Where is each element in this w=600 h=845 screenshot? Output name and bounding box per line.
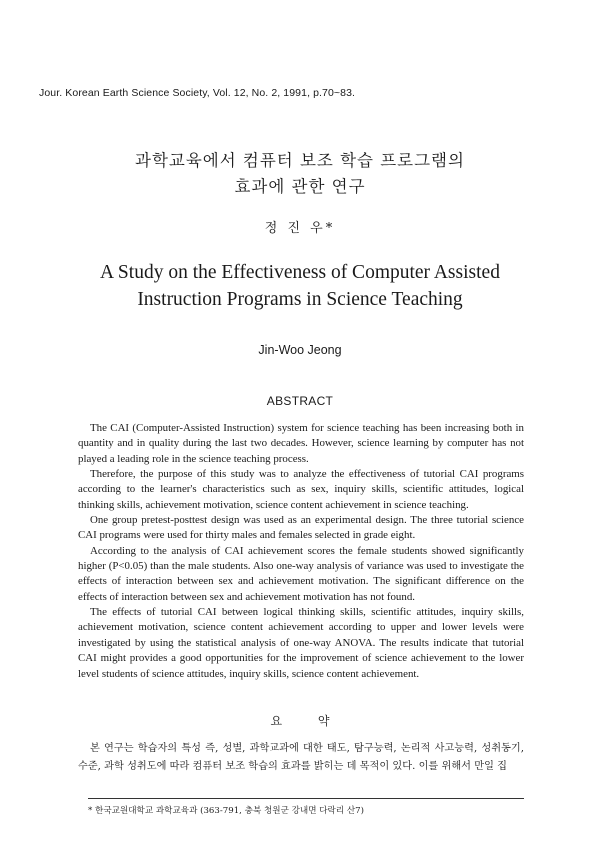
abstract-paragraph: Therefore, the purpose of this study was to analyze the effectiveness of tutorial CAI programs according to the learner's characteristics such as sex, inquiry skills, scientific attitudes, logical thinking skills, achievement motivation, science content achievement in science teaching. [78,468,524,511]
summary-heading: 요 약 [270,714,346,728]
abstract-paragraph: The effects of tutorial CAI between logical thinking skills, scientific attitudes, inquiry skills, achievement motivation, science content achievement according to upper and lower levels were investigated by using the statistical analysis of one-way ANOVA. The results indicate that tutorial CAI might provides a good opportunities for the improvement of science achievement to the lower level students of science attitudes, inquiry skills, science content achievement. [78,606,524,680]
korean-title-line-1: 과학교육에서 컴퓨터 보조 학습 프로그램의 [135,151,465,170]
english-author: Jin-Woo Jeong [258,343,342,357]
journal-citation: Jour. Korean Earth Science Society, Vol. 12, No. 2, 1991, p.70~83. [39,87,356,99]
footnote-divider [88,798,524,799]
english-title-line-1: A Study on the Effectiveness of Computer Assisted [100,262,500,283]
summary-body: 본 연구는 학습자의 특성 즉, 성별, 과학교과에 대한 태도, 탐구능력, 논리적 사고능력, 성취동기, 수준, 과학 성취도에 따라 컴퓨터 보조 학습의 효과를 밝히는 데 목적이 있다. 이를 위해서 만일 집 [78,743,524,772]
footnote: * 한국교원대학교 과학교육과 (363-791, 충북 청원군 강내면 다락리 산7) [88,806,365,816]
english-title-line-2: Instruction Programs in Science Teaching [137,289,463,310]
abstract-heading: ABSTRACT [266,394,334,408]
abstract-paragraph: One group pretest-posttest design was used as an experimental design. The three tutorial science CAI programs were used for thirty males and females selected in grade eight. [78,514,524,542]
korean-author: 정 진 우* [264,221,336,236]
korean-title-line-2: 효과에 관한 연구 [234,177,366,196]
abstract-paragraph: The CAI (Computer-Assisted Instruction) system for science teaching has been increasing both in quantity and in quality during the last two decades. However, science learning by computer has not played a leading role in the science teaching process. [78,422,524,465]
abstract-paragraph: According to the analysis of CAI achievement scores the female students showed significantly higher (P<0.05) than the male students. Also one-way analysis of variance was used to investigate the effects of interaction between sex and achievement motivation. The significant difference on the effects of interaction between sex and achievement motivation has not found. [78,544,524,603]
abstract-body [78,421,524,682]
